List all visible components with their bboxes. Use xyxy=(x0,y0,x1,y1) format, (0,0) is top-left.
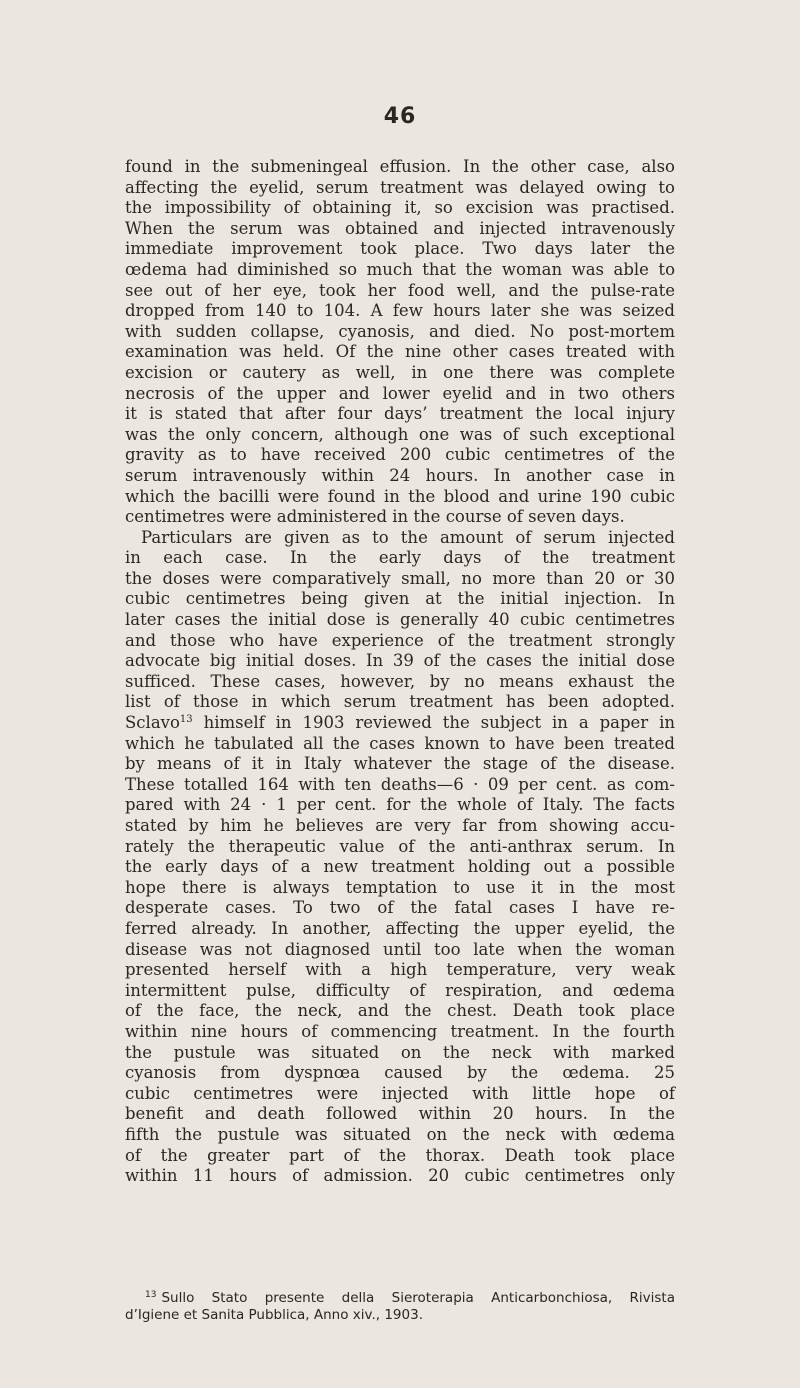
text-line: by means of it in Italy whatever the stage of the disease. xyxy=(125,754,675,774)
text-line: of the face, the neck, and the chest. Death took place xyxy=(125,1001,675,1021)
text-line: cubic centimetres were injected with little hope of xyxy=(125,1083,675,1103)
text-line: the impossibility of obtaining it, so excision was practised. xyxy=(125,198,675,218)
sclavo-rest: himself in 1903 reviewed the subject in a paper in xyxy=(192,713,675,733)
sclavo-name: Sclavo xyxy=(125,713,180,733)
footnote-citation: Sullo Stato presente della Sieroterapia Anticarbonchiosa, Rivista xyxy=(161,1290,675,1306)
text-line: see out of her eye, took her food well, and the pulse-rate xyxy=(125,280,675,300)
text-line: list of those in which serum treatment has been adopted. xyxy=(125,692,675,712)
text-line: pared with 24 · 1 per cent. for the whole of Italy. The facts xyxy=(125,795,675,815)
text-line: the pustule was situated on the neck with marked xyxy=(125,1042,675,1062)
text-line: advocate big initial doses. In 39 of the cases the initial dose xyxy=(125,651,675,671)
text-line: sufficed. These cases, however, by no means exhaust the xyxy=(125,671,675,691)
footnote-reference: 13 xyxy=(179,714,193,726)
text-line: excision or cautery as well, in one there was complete xyxy=(125,362,675,382)
text-line: was the only concern, although one was of such exceptional xyxy=(125,424,675,444)
text-line: gravity as to have received 200 cubic centimetres of the xyxy=(125,445,675,465)
text-line: and those who have experience of the treatment strongly xyxy=(125,630,675,650)
text-line: it is stated that after four days’ treatment the local injury xyxy=(125,404,675,424)
text-line: fifth the pustule was situated on the neck with œdema xyxy=(125,1124,675,1144)
text-line: hope there is always temptation to use it in the most xyxy=(125,877,675,897)
text-line: These totalled 164 with ten deaths—6 · 09 per cent. as com- xyxy=(125,774,675,794)
text-line: within 11 hours of admission. 20 cubic centimetres only xyxy=(125,1166,675,1186)
text-line: cyanosis from dyspnœa caused by the œdema. 25 xyxy=(125,1063,675,1083)
text-line: examination was held. Of the nine other cases treated with xyxy=(125,342,675,362)
text-line: When the serum was obtained and injected intravenously xyxy=(125,218,675,238)
text-line: which he tabulated all the cases known to have been treated xyxy=(125,733,675,753)
text-line: dropped from 140 to 104. A few hours later she was seized xyxy=(125,301,675,321)
text-line: of the greater part of the thorax. Death took place xyxy=(125,1145,675,1165)
text-line: with sudden collapse, cyanosis, and died. No post-mortem xyxy=(125,321,675,341)
text-line: affecting the eyelid, serum treatment was delayed owing to xyxy=(125,177,675,197)
text-line: Particulars are given as to the amount of serum injected xyxy=(141,527,675,547)
text-line: stated by him he believes are very far from showing accu- xyxy=(125,816,675,835)
text-line: rately the therapeutic value of the anti-anthrax serum. In xyxy=(125,836,675,856)
text-line: cubic centimetres being given at the initial injection. In xyxy=(125,589,675,609)
text-line: within nine hours of commencing treatment. In the fourth xyxy=(125,1021,675,1041)
text-line: intermittent pulse, difficulty of respiration, and œdema xyxy=(125,980,675,1000)
text-line: œdema had diminished so much that the woman was able to xyxy=(125,259,675,279)
text-line: serum intravenously within 24 hours. In another case in xyxy=(125,465,675,485)
text-line: immediate improvement took place. Two days later the xyxy=(125,239,675,259)
text-line: centimetres were administered in the course of seven days. xyxy=(125,507,625,527)
page-number: 46 xyxy=(383,104,417,129)
text-line: in each case. In the early days of the treatment xyxy=(125,548,675,568)
footnote-line: d’Igiene et Sanita Pubblica, Anno xiv., 1903. xyxy=(125,1307,423,1323)
text-line: which the bacilli were found in the blood and urine 190 cubic xyxy=(125,486,675,506)
text-line: the early days of a new treatment holding out a possible xyxy=(125,857,675,877)
text-line: necrosis of the upper and lower eyelid and in two others xyxy=(125,383,675,403)
text-line: disease was not diagnosed until too late when the woman xyxy=(125,939,675,959)
text-line: benefit and death followed within 20 hours. In the xyxy=(125,1104,675,1124)
text-line: ferred already. In another, affecting the upper eyelid, the xyxy=(125,918,675,938)
text-line: the doses were comparatively small, no more than 20 or 30 xyxy=(125,568,675,588)
body-text xyxy=(125,157,675,1187)
footnote-marker: 13 xyxy=(145,1290,157,1300)
footnote xyxy=(125,1290,675,1324)
text-line: found in the submeningeal effusion. In the other case, also xyxy=(125,157,675,176)
text-line-sclavo xyxy=(125,713,675,734)
text-line: later cases the initial dose is generally 40 cubic centimetres xyxy=(125,610,675,630)
text-line: desperate cases. To two of the fatal cases I have re- xyxy=(125,898,675,918)
text-line: presented herself with a high temperature, very weak xyxy=(125,960,675,980)
footnote-line xyxy=(125,1290,675,1307)
